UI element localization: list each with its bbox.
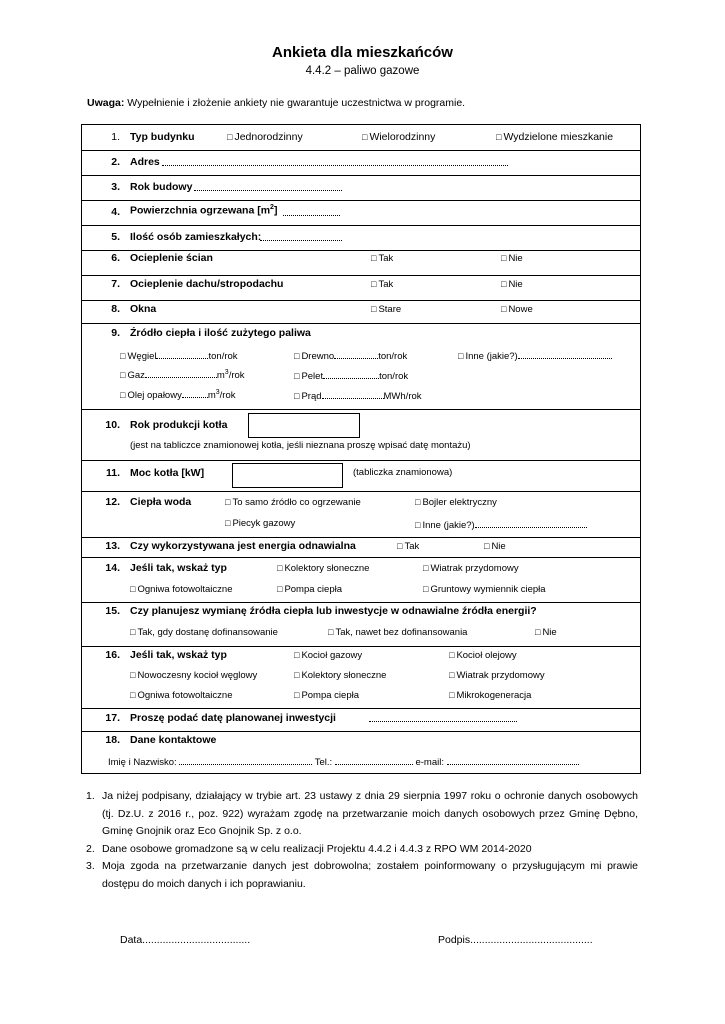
fuel-wegiel[interactable]: □ Węgiel ton/rok [120,349,238,362]
q5-label: Ilość osób zamieszkałych: [130,231,262,243]
q16-label: Jeśli tak, wskaż typ [130,649,227,661]
q6-label: Ocieplenie ścian [130,252,213,264]
boiler-year-box[interactable] [248,413,360,438]
investment-date-field[interactable] [369,712,517,725]
survey-form [81,124,641,774]
fuel-inne[interactable]: □ Inne (jakie?) [458,349,612,362]
q6-option-tak[interactable]: □ Tak [371,253,393,264]
q12-label: Ciepła woda [130,496,192,508]
tel-field[interactable] [335,755,413,765]
water-option-inne[interactable]: □ Inne (jakie?) [415,518,587,531]
fuel-drewno[interactable]: □ Drewno ton/rok [294,349,407,362]
q7-number: 7. [111,278,120,290]
boiler-power-box[interactable] [232,463,343,488]
q3-label: Rok budowy [130,181,193,193]
invest-option-wiatrak[interactable]: □ Wiatrak przydomowy [449,670,545,681]
q11-number: 11. [105,467,120,479]
q13-label: Czy wykorzystywana jest energia odnawialna [130,540,356,552]
q7-label: Ocieplenie dachu/stropodachu [130,278,284,290]
q2-number: 2. [111,156,120,168]
invest-option-mikrokogeneracja[interactable]: □ Mikrokogeneracja [449,690,531,701]
q10-number: 10. [105,419,120,431]
q12-number: 12. [105,496,120,508]
q8-label: Okna [130,303,157,315]
residents-field[interactable] [260,231,342,244]
q13-option-tak[interactable]: □ Tak [397,541,419,552]
notice [87,97,465,109]
email-field[interactable] [447,755,579,765]
q1-number: 1. [111,131,120,143]
q10-label: Rok produkcji kotła [130,419,228,431]
q16-number: 16. [105,649,120,661]
renew-option-ogniwa[interactable]: □ Ogniwa fotowoltaiczne [130,584,233,595]
q1-option-wydzielone[interactable]: □ Wydzielone mieszkanie [496,131,613,143]
q18-label: Dane kontaktowe [130,734,217,746]
declaration-3: 3. Moja zgoda na przetwarzanie danych jest dobrowolna; zostałem poinformowany o przysługującym mi prawie dostępu do moich danych i ich poprawianiu. [86,860,638,890]
contact-line [108,755,579,768]
q15-label: Czy planujesz wymianę źródła ciepła lub inwestycje w odnawialne źródła energii? [130,605,537,617]
page-title: Ankieta dla mieszkańców [272,44,453,61]
q9-label: Źródło ciepła i ilość zużytego paliwa [130,327,311,339]
fuel-pelet[interactable]: □ Pelet ton/rok [294,369,408,382]
build-year-field[interactable] [194,181,342,194]
q14-number: 14. [105,562,120,574]
renew-option-pompa[interactable]: □ Pompa ciepła [277,584,342,595]
signature-line[interactable]: Podpis.......................................... [438,934,593,946]
q7-option-tak[interactable]: □ Tak [371,279,393,290]
fuel-prad[interactable]: □ Prąd MWh/rok [294,389,422,402]
q13-option-nie[interactable]: □ Nie [484,541,506,552]
q4-label: Powierzchnia ogrzewana $[m^2]$ [130,204,278,217]
notice-label: Uwaga: [87,97,125,109]
q17-label: Proszę podać datę planowanej inwestycji [130,712,336,724]
email-label: e-mail: [415,757,444,768]
q7-option-nie[interactable]: □ Nie [501,279,523,290]
fuel-gaz[interactable]: □ Gaz $m^3$/rok [120,368,245,381]
q1-label: Typ budynku [130,131,195,143]
declaration-1: 1. Ja niżej podpisany, działający w trybie art. 23 ustawy z dnia 29 sierpnia 1997 roku o ochronie danych osobowych (tj. Dz.U. z 2016 r., poz. 922) wyrażam zgodę na przetwarzanie moich danych osobowych przez Gminę Dębno, Gminę Gnojnik oraz Eco Gnojnik Sp. z o.o. [86,790,638,837]
address-field[interactable] [162,156,508,169]
q8-option-nowe[interactable]: □ Nowe [501,304,533,315]
date-signature-line[interactable]: Data..................................... [120,934,251,946]
q1-option-jednorodzinny[interactable]: □ Jednorodzinny [227,131,303,143]
q8-option-stare[interactable]: □ Stare [371,304,401,315]
name-label: Imię i Nazwisko: [108,757,177,768]
q3-number: 3. [111,181,120,193]
q10-note: (jest na tabliczce znamionowej kotła, jeśli nieznana proszę wpisać datę montażu) [130,440,471,451]
water-option-bojler[interactable]: □ Bojler elektryczny [415,497,497,508]
q14-label: Jeśli tak, wskaż typ [130,562,227,574]
tel-label: Tel.: [314,757,333,768]
renew-option-kolektory[interactable]: □ Kolektory słoneczne [277,563,369,574]
renew-option-wiatrak[interactable]: □ Wiatrak przydomowy [423,563,519,574]
water-option-same-source[interactable]: □ To samo źródło co ogrzewanie [225,497,361,508]
q2-label: Adres [130,156,160,168]
q11-label: Moc kotła [kW] [130,467,205,479]
plan-option-without-funding[interactable]: □ Tak, nawet bez dofinansowania [328,627,467,638]
q4-number: 4. [111,206,120,218]
invest-option-kociol-olejowy[interactable]: □ Kocioł olejowy [449,650,517,661]
invest-option-ogniwa[interactable]: □ Ogniwa fotowoltaiczne [130,690,233,701]
heated-area-field[interactable] [283,206,340,219]
water-option-piecyk[interactable]: □ Piecyk gazowy [225,518,295,529]
q17-number: 17. [105,712,120,724]
q11-note: (tabliczka znamionowa) [353,467,453,478]
q9-number: 9. [111,327,120,339]
invest-option-pompa[interactable]: □ Pompa ciepła [294,690,359,701]
plan-option-with-funding[interactable]: □ Tak, gdy dostanę dofinansowanie [130,627,278,638]
q6-number: 6. [111,252,120,264]
name-field[interactable] [179,755,312,765]
invest-option-kociol-weglowy[interactable]: □ Nowoczesny kocioł węglowy [130,670,257,681]
q8-number: 8. [111,303,120,315]
fuel-olej[interactable]: □ Olej opałowy $m^3$/rok [120,388,236,401]
q15-number: 15. [105,605,120,617]
declaration-2: 2. Dane osobowe gromadzone są w celu realizacji Projektu 4.4.2 i 4.4.3 z RPO WM 2014-2020 [86,842,532,855]
q1-option-wielorodzinny[interactable]: □ Wielorodzinny [362,131,435,143]
invest-option-kociol-gazowy[interactable]: □ Kocioł gazowy [294,650,362,661]
q18-number: 18. [105,734,120,746]
invest-option-kolektory[interactable]: □ Kolektory słoneczne [294,670,386,681]
q5-number: 5. [111,231,120,243]
q13-number: 13. [105,540,120,552]
notice-text: Wypełnienie i złożenie ankiety nie gwarantuje uczestnictwa w programie. [124,97,466,109]
plan-option-nie[interactable]: □ Nie [535,627,557,638]
renew-option-gruntowy[interactable]: □ Gruntowy wymiennik ciepła [423,584,546,595]
page-subtitle: 4.4.2 – paliwo gazowe [305,65,420,77]
q6-option-nie[interactable]: □ Nie [501,253,523,264]
declarations [86,788,638,893]
